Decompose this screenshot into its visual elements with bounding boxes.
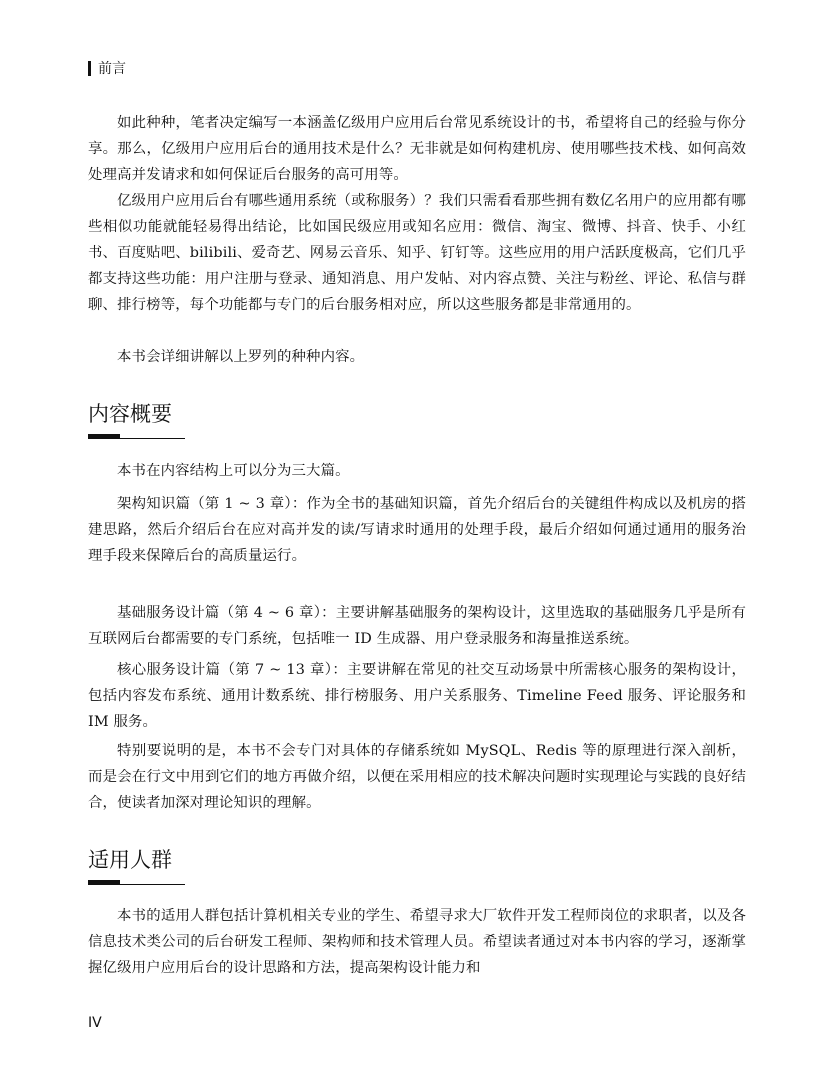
intro-paragraph-3: 本书会详细讲解以上罗列的种种内容。 — [117, 349, 365, 365]
summary-paragraph-2: 架构知识篇（第 1 ~ 3 章）：作为全书的基础知识篇，首先介绍后台的关键组件构成以及机房的搭建思路，然后介绍后台在应对高并发的读/写请求时通用的处理手段，最后介绍如何通过通用的服务治理手段来保障后台的高质量运行。 — [88, 496, 746, 564]
section-title-summary: 内容概要 — [88, 402, 172, 426]
intro-paragraph-2: 亿级用户应用后台有哪些通用系统（或称服务）？我们只需看看那些拥有数亿名用户的应用都有哪些相似功能就能轻易得出结论，比如国民级应用或知名应用：微信、淘宝、微博、抖音、快手、小红书、百度贴吧、bilibili、爱奇艺、网易云音乐、知乎、钉钉等。这些应用的用户活跃度极高，它们几乎都支持这些功能：用户注册与登录、通知消息、用户发帖、对内容点赞、关注与粉丝、评论、私信与群聊、排行榜等，每个功能都与专门的后台服务相对应，所以这些服务都是非常通用的。 — [88, 193, 746, 313]
header-bar — [88, 61, 91, 76]
section-rule-audience — [88, 880, 185, 886]
section-rule-summary — [88, 434, 185, 440]
summary-paragraph-1: 本书在内容结构上可以分为三大篇。 — [117, 463, 350, 479]
summary-paragraph-5: 特别要说明的是，本书不会专门对具体的存储系统如 MySQL、Redis 等的原理进行深入剖析，而是会在行文中用到它们的地方再做介绍，以便在采用相应的技术解决问题时实现理论与实践的良好结合，使读者加深对理论知识的理解。 — [88, 743, 746, 811]
header-title: 前言 — [98, 61, 126, 77]
running-header — [88, 58, 126, 78]
audience-paragraph-1: 本书的适用人群包括计算机相关专业的学生、希望寻求大厂软件开发工程师岗位的求职者，以及各信息技术类公司的后台研发工程师、架构师和技术管理人员。希望读者通过对本书内容的学习，逐渐掌握亿级用户应用后台的设计思路和方法，提高架构设计能力和 — [88, 908, 746, 976]
intro-paragraph-1: 如此种种，笔者决定编写一本涵盖亿级用户应用后台常见系统设计的书，希望将自己的经验与你分享。那么，亿级用户应用后台的通用技术是什么？无非就是如何构建机房、使用哪些技术栈、如何高效处理高并发请求和如何保证后台服务的高可用等。 — [88, 115, 746, 183]
page-number: IV — [88, 1015, 102, 1031]
section-title-audience: 适用人群 — [88, 848, 172, 872]
summary-paragraph-3: 基础服务设计篇（第 4 ~ 6 章）：主要讲解基础服务的架构设计，这里选取的基础服务几乎是所有互联网后台都需要的专门系统，包括唯一 ID 生成器、用户登录服务和海量推送系统。 — [88, 605, 746, 647]
summary-paragraph-4: 核心服务设计篇（第 7 ~ 13 章）：主要讲解在常见的社交互动场景中所需核心服务的架构设计，包括内容发布系统、通用计数系统、排行榜服务、用户关系服务、Timeline Feed 服务、评论服务和 IM 服务。 — [88, 662, 746, 730]
